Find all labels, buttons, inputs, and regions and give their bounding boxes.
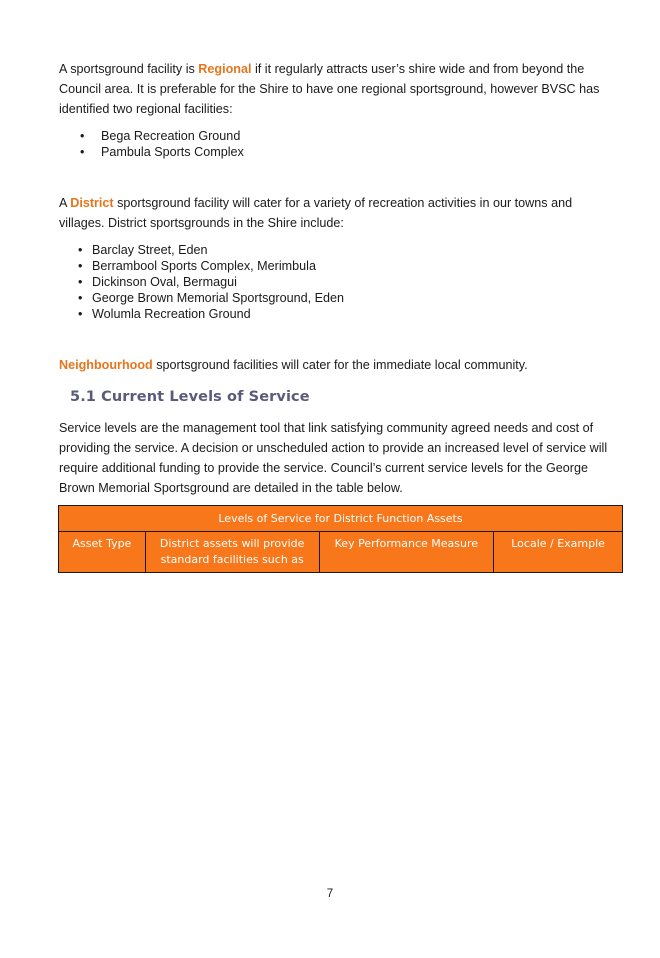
service-levels-paragraph: Service levels are the management tool that link satisfying community agreed needs and cost of providing the service. A decision or unscheduled action to provide an increased level of service will require additional funding to provide the service. Council’s current service levels for the George Brown Memorial Sportsground are detailed in the table below.: [59, 421, 608, 495]
regional-paragraph: A sportsground facility is Regional if it regularly attracts user’s shire wide and from beyond the Council area. It is preferable for the Shire to have one regional sportsground, however BVSC has identified two regional facilities:: [59, 62, 600, 116]
section-heading: 5.1 Current Levels of Service: [70, 389, 310, 405]
table-header-district-assets: District assets will provide standard facilities such as: [145, 532, 319, 573]
list-item: • Barclay Street, Eden: [78, 243, 208, 257]
district-sportsgrounds-list: [78, 242, 344, 322]
list-item: • Dickinson Oval, Bermagui: [78, 275, 237, 289]
bullet-icon: •: [78, 307, 83, 321]
district-highlight: District: [70, 196, 114, 210]
list-item: • Pambula Sports Complex: [80, 145, 244, 159]
page-number: 7: [326, 888, 334, 900]
bullet-icon: •: [78, 275, 83, 289]
list-item: • George Brown Memorial Sportsground, Eden: [78, 291, 345, 305]
bullet-icon: •: [78, 259, 83, 273]
bullet-icon: •: [78, 243, 83, 257]
table-caption: Levels of Service for District Function Assets: [59, 506, 623, 532]
table-header-asset-type: Asset Type: [59, 532, 146, 573]
neighbourhood-paragraph: Neighbourhood sportsground facilities will cater for the immediate local community.: [59, 358, 528, 372]
district-paragraph: A District sportsground facility will cater for a variety of recreation activities in our towns and villages. District sportsgrounds in the Shire include:: [59, 196, 573, 230]
bullet-icon: •: [80, 129, 85, 143]
table-header-kpm: Key Performance Measure: [319, 532, 494, 573]
table-header-locale: Locale / Example: [494, 532, 623, 573]
list-item: • Bega Recreation Ground: [80, 129, 241, 143]
bullet-icon: •: [78, 291, 83, 305]
regional-highlight: Regional: [198, 62, 252, 76]
list-item: • Berrambool Sports Complex, Merimbula: [78, 259, 316, 273]
levels-of-service-table: [58, 505, 623, 573]
neighbourhood-highlight: Neighbourhood: [59, 358, 153, 372]
regional-facilities-list: [59, 128, 244, 160]
bullet-icon: •: [80, 145, 85, 159]
list-item: • Wolumla Recreation Ground: [78, 307, 251, 321]
